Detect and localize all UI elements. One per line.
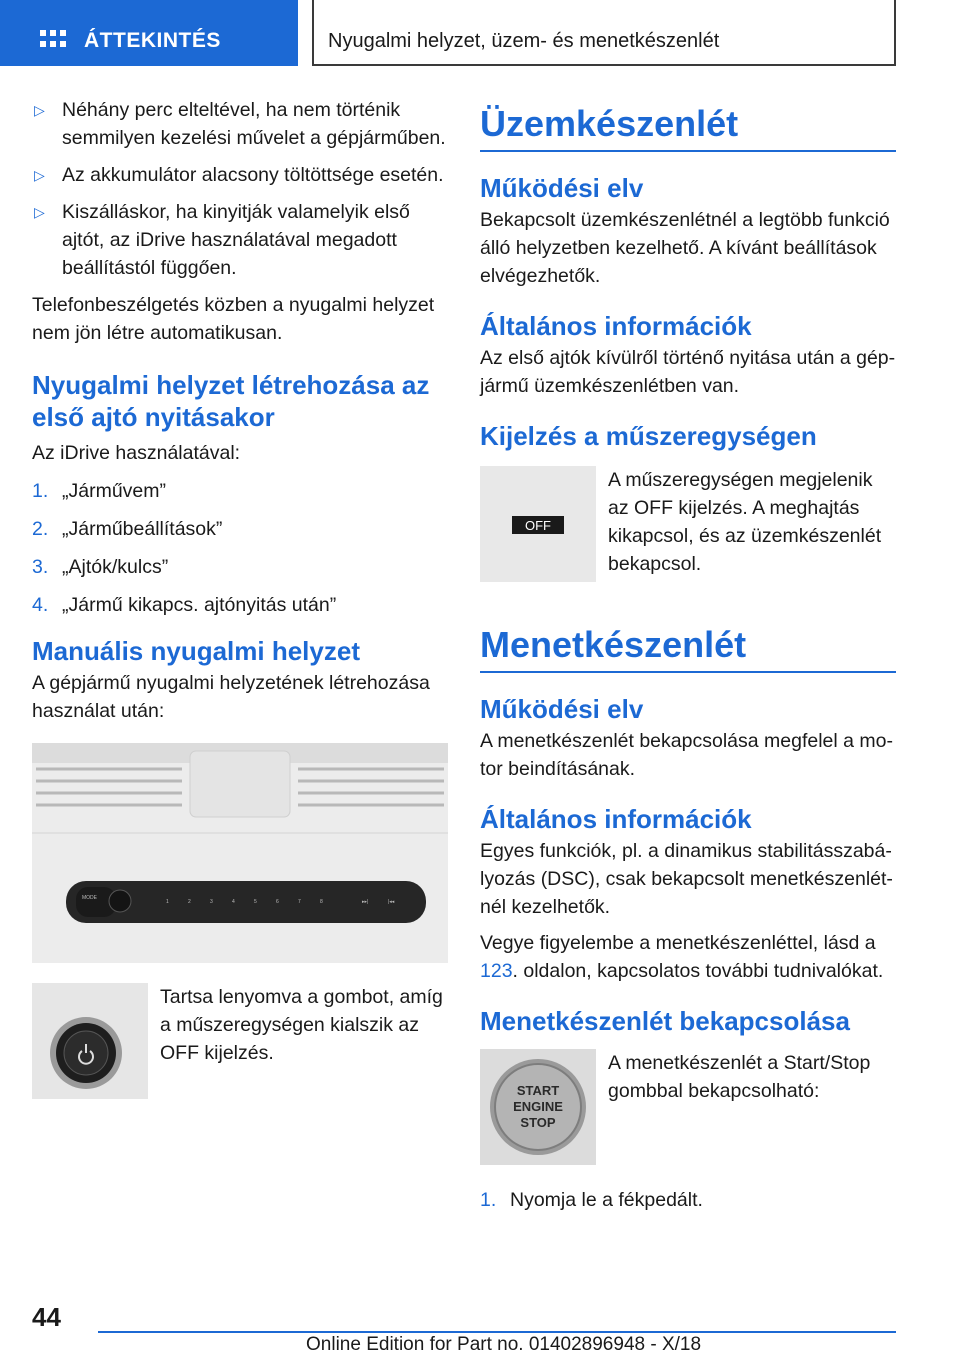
display-block [480,466,896,587]
mode-label: MODE [82,895,97,901]
edition-text: Online Edition for Part no. 01402896948 - X/18 [306,1334,702,1355]
power-knob-block [32,983,448,1104]
console-photo [32,743,448,963]
heading-manual: Manuális nyugalmi helyzet [32,636,360,666]
page-link[interactable]: 123 [480,960,513,982]
section-title-box [312,0,896,66]
page-number: 44 [32,1302,61,1332]
display-text: A műszeregységen megjelenik az OFF kijelzés. A meghajtás kikapcsol, és az üzemkészenlét bekapcsol. [608,469,882,575]
power-knob-photo [32,983,148,1104]
step-item: 1. Nyomja le a fékpedált. [480,1189,703,1211]
phone-note: Telefonbeszélgetés közben a nyugalmi helyzet nem jön létre automatikusan. [32,294,435,344]
preset-button-8: 8 [320,899,323,905]
preset-button-5: 5 [254,899,257,905]
standby-principle-text: Bekapcsolt üzemkészenlétnél a legtöbb funkció álló helyzetben kezelhető. A kívánt beállítások elvégezhetők. [480,209,890,287]
off-label: OFF [525,518,551,533]
heading-standby: Üzemkészenlét [480,102,896,152]
right-column [480,96,896,1224]
heading-display: Kijelzés a műszeregységen [480,421,817,451]
triangle-bullet-icon: ▷ [34,102,45,118]
start-text: A menetkészenlét a Start/Stop gombbal bekapcsolható: [608,1052,871,1102]
section-title: Nyugalmi helyzet, üzem- és menetkészenlét [328,30,720,52]
hold-instruction: Tartsa lenyomva a gombot, amíg a műszeregységen kialszik az OFF kijelzés. [160,986,443,1064]
page-header [0,0,960,66]
engine-label: ENGINE [513,1099,563,1114]
heading-drive-principle: Működési elv [480,694,644,724]
start-label: START [516,1083,560,1098]
start-block [480,1049,896,1170]
console-image [32,743,448,963]
preset-button-1: 1 [166,899,169,905]
list-item: ▷ Kiszálláskor, ha kinyitják valamelyik első ajtót, az iDrive használatával megadott beállítástól függően. [32,198,448,282]
preset-button-6: 6 [276,899,279,905]
heading-first-door: Nyugalmi helyzet létrehozása az első ajtó nyitásakor [32,370,430,432]
footer-divider [98,1331,896,1333]
idrive-intro: Az iDrive használatával: [32,442,241,464]
drive-general-text: Egyes funkciók, pl. a dinamikus stabilitásszabályozás (DSC), csak bekapcsolt menetkészenlétnél kezelhetők. [480,840,893,918]
heading-drive-general: Általános információk [480,804,752,834]
svg-text:▸▸|: ▸▸| [362,899,369,905]
heading-drive: Menetkészenlét [480,623,896,673]
list-item: ▷ Az akkumulátor alacsony töltöttsége esetén. [32,161,448,189]
step-item: 3. „Ajtók/kulcs” [32,556,169,578]
drive-principle-text: A menetkészenlét bekapcsolása megfelel a motor beindításának. [480,730,893,780]
svg-text:|◂◂: |◂◂ [388,899,395,905]
start-button-photo [480,1049,596,1170]
step-item: 1. „Járművem” [32,480,167,502]
triangle-bullet-icon: ▷ [34,167,45,183]
preset-button-2: 2 [188,899,191,905]
heading-drive-on: Menetkészenlét bekapcsolása [480,1006,850,1036]
off-display-photo [480,466,596,587]
left-column [32,96,448,1104]
heading-standby-general: Általános információk [480,311,752,341]
list-item: ▷ Néhány perc elteltével, ha nem történik semmilyen kezelési művelet a gépjárműben. [32,96,448,152]
step-item: 2. „Járműbeállítások” [32,518,223,540]
triangle-bullet-icon: ▷ [34,204,45,220]
preset-button-3: 3 [210,899,213,905]
preset-button-4: 4 [232,899,235,905]
standby-general-text: Az első ajtók kívülről történő nyitása után a gépjármű üzemkészenlétben van. [480,347,896,397]
drive-note: Vegye figyelembe a menetkészenléttel, lásd a 123. oldalon, kapcsolatos további tudnivalókat. [480,932,884,982]
tab-overview-label: ÁTTEKINTÉS [84,29,221,52]
grid-icon [40,30,66,50]
tab-overview[interactable] [0,0,298,66]
manual-text: A gépjármű nyugalmi helyzetének létrehozása használat után: [32,672,430,722]
preset-button-7: 7 [298,899,301,905]
step-item: 4. „Jármű kikapcs. ajtónyitás után” [32,594,337,616]
heading-standby-principle: Működési elv [480,173,644,203]
stop-label: STOP [520,1115,556,1130]
